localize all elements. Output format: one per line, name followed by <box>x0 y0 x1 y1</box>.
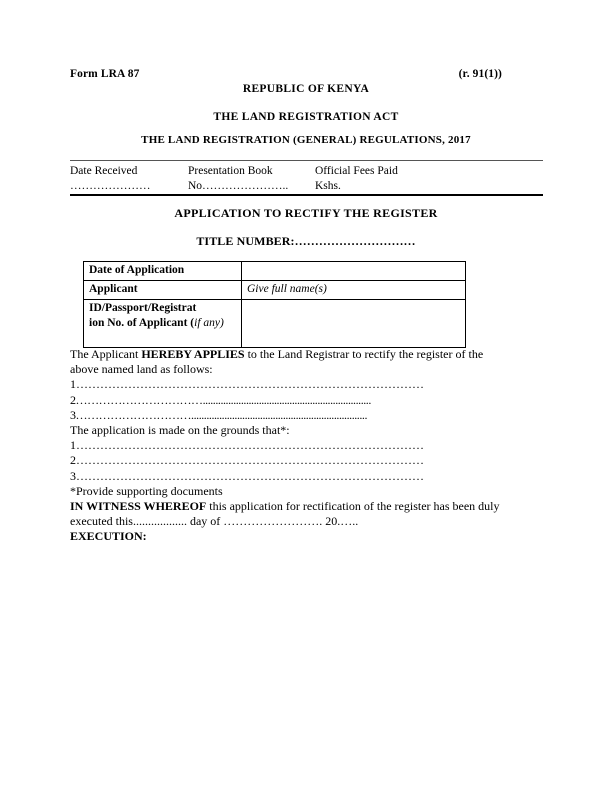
rectify-line-2[interactable]: 2…………………………….................................................................. <box>70 392 371 407</box>
table-row <box>84 300 466 348</box>
id-passport-label-line2: ion No. of Applicant ( <box>89 316 195 329</box>
receipt-strip <box>70 160 543 196</box>
form-number: Form LRA 87 <box>70 68 140 80</box>
receipt-strip-columns <box>70 164 543 192</box>
witness-text: this application for rectification of the register has been duly <box>206 499 500 514</box>
hereby-applies-paragraph <box>70 347 514 377</box>
table-row <box>84 262 466 281</box>
execution-label: EXECUTION: <box>70 529 147 544</box>
presentation-book-field <box>188 164 288 194</box>
supporting-documents-note: *Provide supporting documents <box>70 483 223 498</box>
applies-prefix: The Applicant <box>70 347 142 361</box>
presentation-book-label: Presentation Book <box>188 165 273 177</box>
id-passport-label-line1: ID/Passport/Registrat <box>89 302 197 314</box>
date-of-application-value[interactable] <box>242 262 466 281</box>
act-heading: THE LAND REGISTRATION ACT <box>213 111 399 123</box>
title-number-field[interactable]: TITLE NUMBER:………………………… <box>196 234 416 248</box>
id-passport-label-italic: if any) <box>194 316 224 329</box>
id-passport-value[interactable] <box>242 300 466 348</box>
official-fees-label: Official Fees Paid <box>315 165 398 177</box>
body-content <box>70 347 514 545</box>
grounds-label: The application is made on the grounds that*: <box>70 423 290 438</box>
applicant-label: Applicant <box>84 281 242 300</box>
application-title: APPLICATION TO RECTIFY THE REGISTER <box>174 206 438 220</box>
grounds-line-3[interactable]: 3…………………………………………………………………………… <box>70 468 424 483</box>
applies-bold: HEREBY APPLIES <box>141 347 245 361</box>
grounds-line-1[interactable]: 1…………………………………………………………………………… <box>70 438 424 453</box>
official-fees-value[interactable]: Kshs. <box>315 180 341 192</box>
witness-paragraph <box>70 499 514 514</box>
applicant-value[interactable]: Give full name(s) <box>242 281 466 300</box>
date-received-field <box>70 164 151 194</box>
rectify-line-1[interactable]: 1…………………………………………………………………………… <box>70 377 424 392</box>
table-row <box>84 281 466 300</box>
executed-date-line[interactable]: executed this.................. day of ……………………. 20.….. <box>70 514 359 529</box>
date-received-value[interactable]: ………………… <box>70 180 151 192</box>
applies-suffix: to the Land Registrar to rectify the register of the above named land as follows: <box>70 347 484 377</box>
date-received-label: Date Received <box>70 165 138 177</box>
presentation-book-value[interactable]: No………………….. <box>188 180 289 192</box>
applicant-table <box>83 261 466 348</box>
rule-reference: (r. 91(1)) <box>458 68 502 80</box>
grounds-line-2[interactable]: 2…………………………………………………………………………… <box>70 453 424 468</box>
date-of-application-label: Date of Application <box>84 262 242 281</box>
official-fees-field <box>315 164 398 194</box>
id-passport-label <box>84 300 242 348</box>
regulations-heading: THE LAND REGISTRATION (GENERAL) REGULATIONS, 2017 <box>141 134 471 146</box>
header-row <box>70 68 502 80</box>
witness-bold: IN WITNESS WHEREOF <box>70 499 207 514</box>
republic-heading: REPUBLIC OF KENYA <box>242 83 370 95</box>
rectify-line-3[interactable]: 3…………………………..................................................................... <box>70 407 368 422</box>
